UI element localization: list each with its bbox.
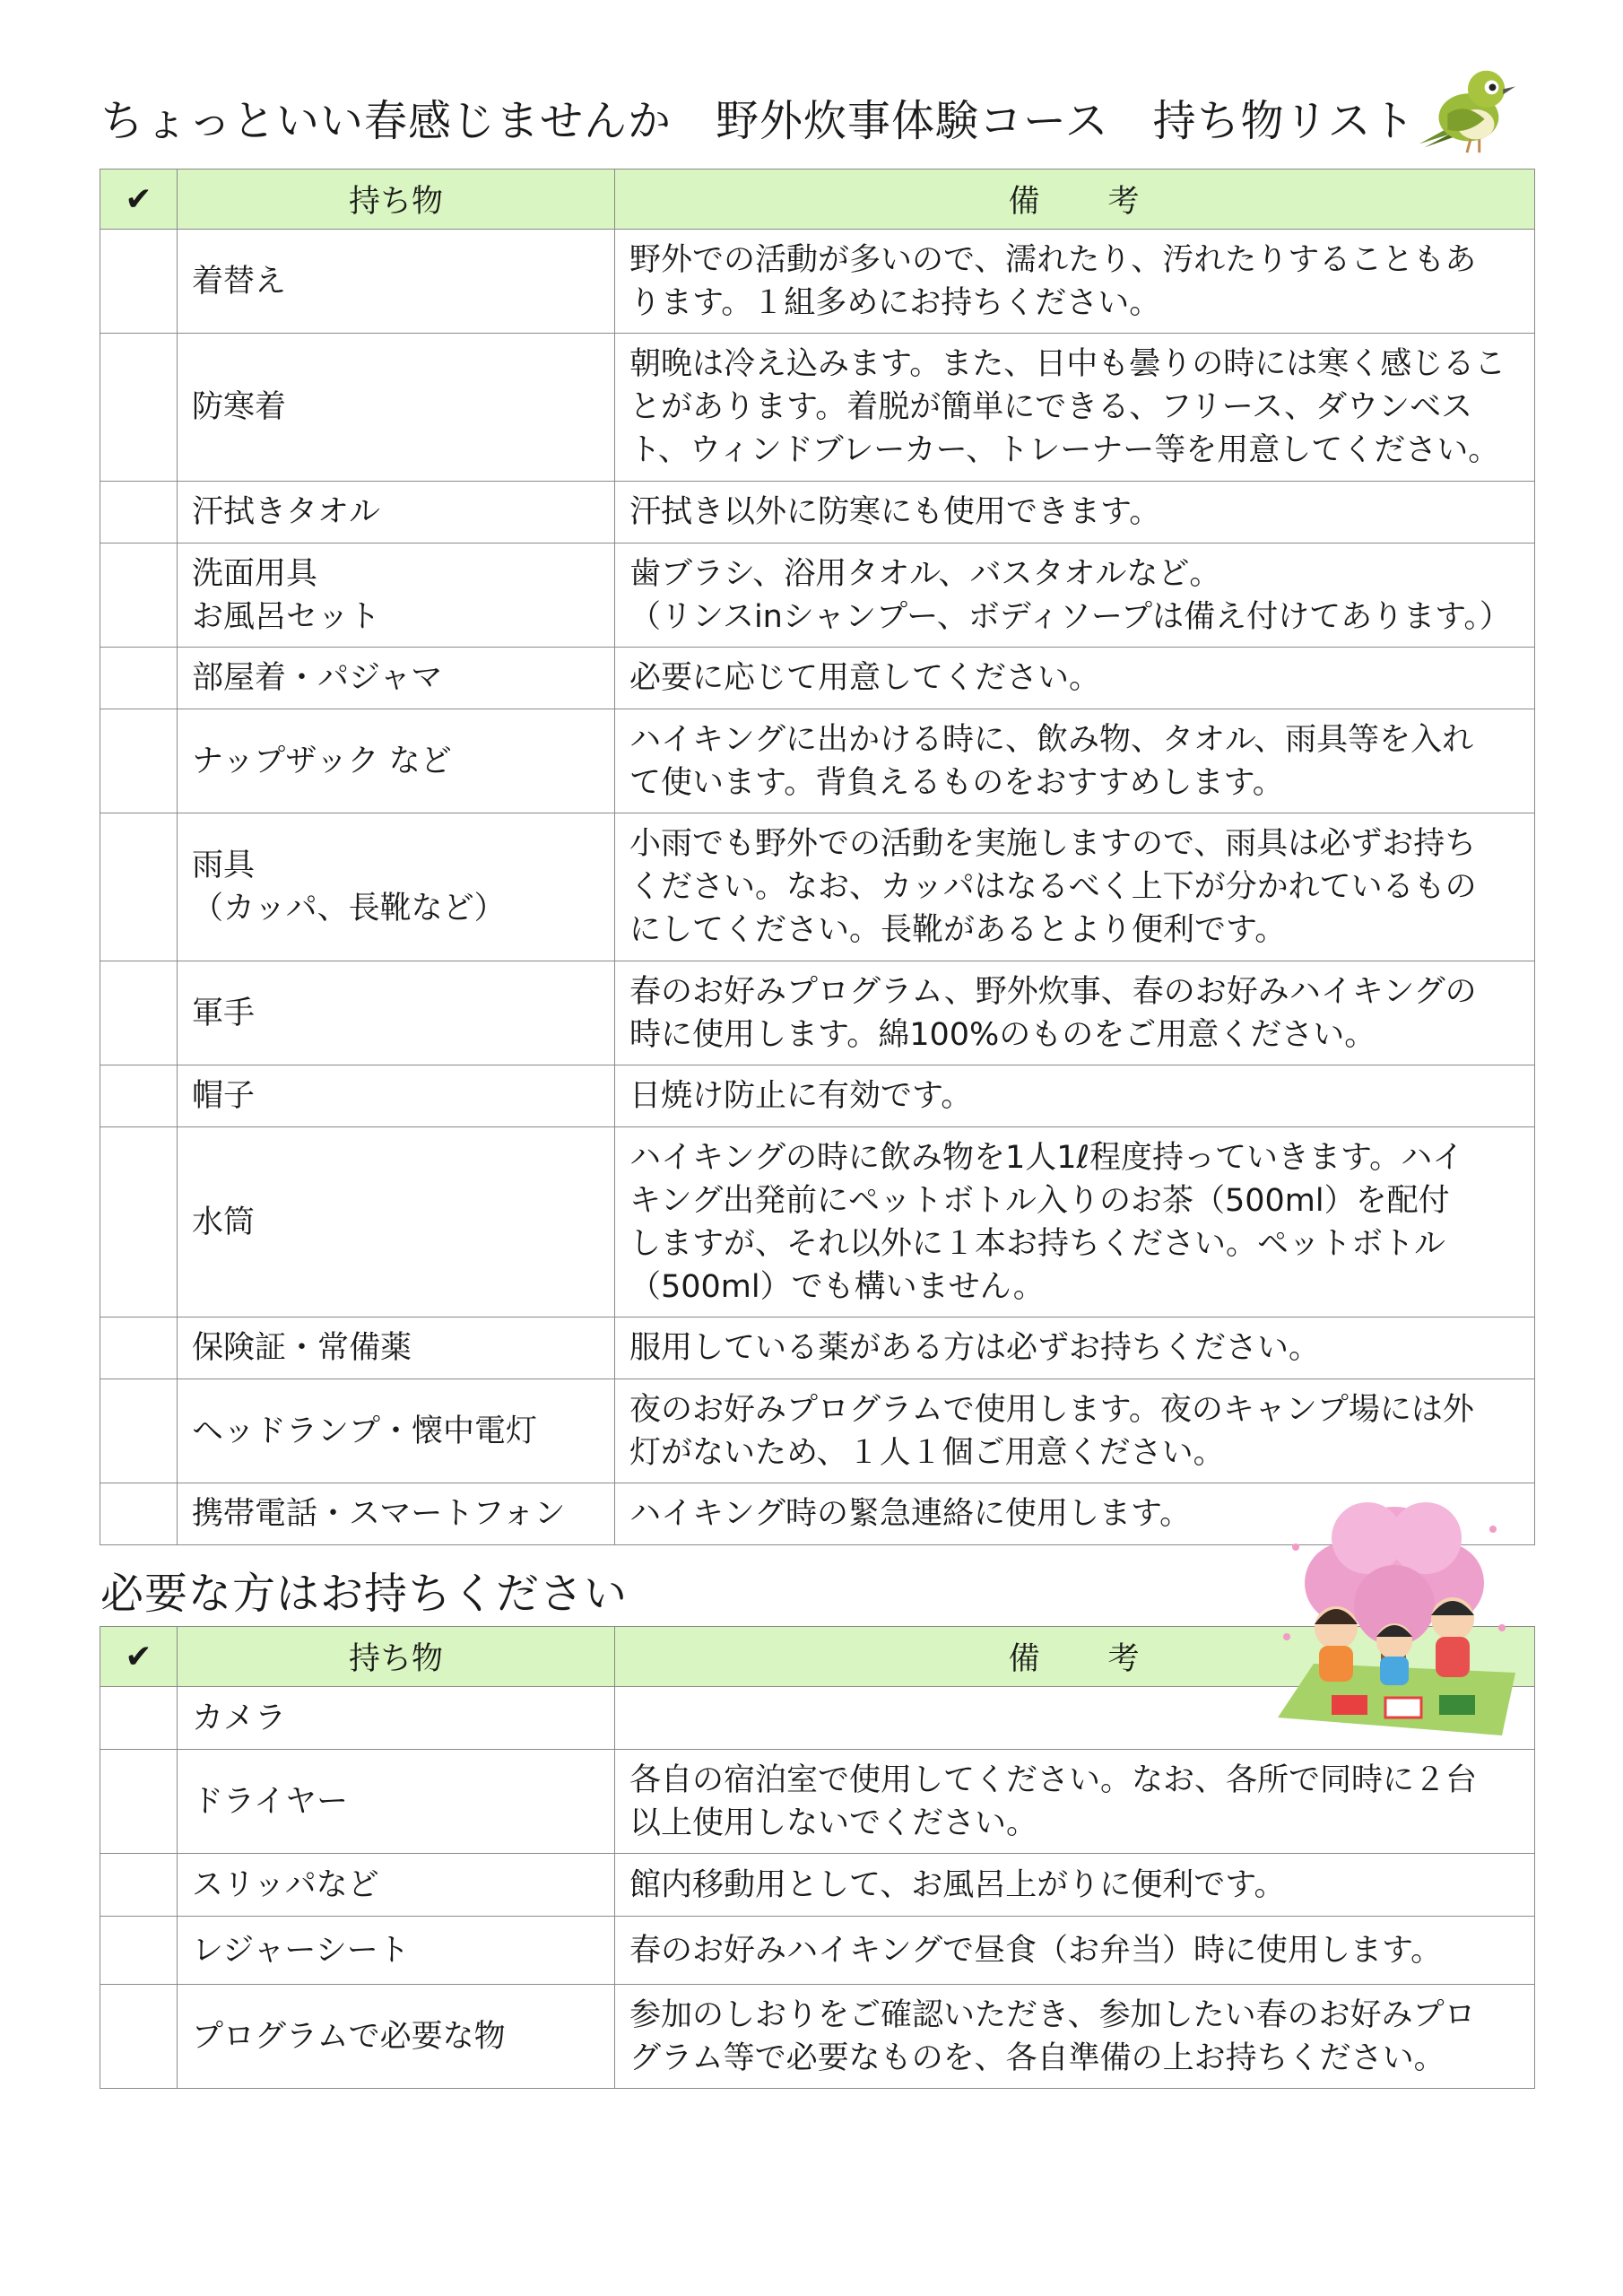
table-row — [100, 1750, 1535, 1854]
checkbox-cell[interactable] — [100, 482, 178, 544]
checkbox-cell[interactable] — [100, 1854, 178, 1917]
note-column-header: 備 考 — [615, 170, 1535, 230]
item-cell: 軍手 — [178, 961, 615, 1065]
page-title: ちょっといい春感じませんか 野外炊事体験コース 持ち物リスト — [100, 96, 1416, 146]
item-cell: ナップザック など — [178, 709, 615, 813]
table-row — [100, 1127, 1535, 1318]
note-cell: 参加のしおりをご確認いただき、参加したい春のお好みプロ グラム等で必要なものを、各自準備の上お持ちください。 — [615, 1985, 1535, 2089]
checkbox-cell[interactable] — [100, 544, 178, 648]
item-cell: 帽子 — [178, 1065, 615, 1127]
checkbox-cell[interactable] — [100, 334, 178, 482]
note-cell: 館内移動用として、お風呂上がりに便利です。 — [615, 1854, 1535, 1917]
note-cell: 野外での活動が多いので、濡れたり、汚れたりすることもあ ります。１組多めにお持ちください。 — [615, 230, 1535, 334]
checkbox-cell[interactable] — [100, 1985, 178, 2089]
table-row — [100, 813, 1535, 961]
note-cell: 必要に応じて用意してください。 — [615, 648, 1535, 709]
bird-illustration — [1412, 56, 1518, 161]
table-row — [100, 1318, 1535, 1379]
checkbox-cell[interactable] — [100, 1917, 178, 1985]
checkbox-cell[interactable] — [100, 709, 178, 813]
item-cell: 防寒着 — [178, 334, 615, 482]
table-row — [100, 230, 1535, 334]
table-row — [100, 1985, 1535, 2089]
table-header-row — [100, 170, 1535, 230]
picnic-illustration — [1260, 1493, 1529, 1753]
note-cell: 汗拭き以外に防寒にも使用できます。 — [615, 482, 1535, 544]
checkbox-cell[interactable] — [100, 1750, 178, 1854]
note-cell: ハイキング時の緊急連絡に使用します。 — [615, 1483, 1535, 1545]
note-cell: ハイキングに出かける時に、飲み物、タオル、雨具等を入れ て使います。背負えるものをおすすめします。 — [615, 709, 1535, 813]
item-cell: 着替え — [178, 230, 615, 334]
checkbox-cell[interactable] — [100, 230, 178, 334]
required-items-table — [100, 169, 1535, 1545]
check-column-header: ✔ — [100, 170, 178, 230]
item-cell: スリッパなど — [178, 1854, 615, 1917]
item-cell: レジャーシート — [178, 1917, 615, 1985]
item-cell: プログラムで必要な物 — [178, 1985, 615, 2089]
note-cell: 春のお好みプログラム、野外炊事、春のお好みハイキングの 時に使用します。綿100%のものをご用意ください。 — [615, 961, 1535, 1065]
note-cell: 小雨でも野外での活動を実施しますので、雨具は必ずお持ち ください。なお、カッパはなるべく上下が分かれているもの にしてください。長靴があるとより便利です。 — [615, 813, 1535, 961]
note-cell: 日焼け防止に有効です。 — [615, 1065, 1535, 1127]
check-column-header: ✔ — [100, 1627, 178, 1687]
table-row — [100, 334, 1535, 482]
note-column-header: 備 考 — [615, 1627, 1535, 1687]
item-cell: 汗拭きタオル — [178, 482, 615, 544]
checkbox-cell[interactable] — [100, 1065, 178, 1127]
table-row — [100, 709, 1535, 813]
table-row — [100, 1854, 1535, 1917]
note-cell: 夜のお好みプログラムで使用します。夜のキャンプ場には外 灯がないため、１人１個ご用意ください。 — [615, 1379, 1535, 1483]
table-row — [100, 482, 1535, 544]
item-cell: 部屋着・パジャマ — [178, 648, 615, 709]
checkbox-cell[interactable] — [100, 1127, 178, 1318]
table-row — [100, 1917, 1535, 1985]
item-column-header: 持ち物 — [178, 170, 615, 230]
table-row — [100, 1065, 1535, 1127]
table-row — [100, 1379, 1535, 1483]
item-cell: 水筒 — [178, 1127, 615, 1318]
checkbox-cell[interactable] — [100, 648, 178, 709]
item-cell: 保険証・常備薬 — [178, 1318, 615, 1379]
item-column-header: 持ち物 — [178, 1627, 615, 1687]
checkbox-cell[interactable] — [100, 1483, 178, 1545]
table-row — [100, 648, 1535, 709]
note-cell: ハイキングの時に飲み物を1人1ℓ程度持っていきます。ハイ キング出発前にペットボトル入りのお茶（500ml）を配付 しますが、それ以外に１本お持ちください。ペットボトル （500ml）でも構いません。 — [615, 1127, 1535, 1318]
item-cell: ヘッドランプ・懐中電灯 — [178, 1379, 615, 1483]
note-cell: 歯ブラシ、浴用タオル、バスタオルなど。 （リンスinシャンプー、ボディソープは備え付けてあります。） — [615, 544, 1535, 648]
item-cell: 携帯電話・スマートフォン — [178, 1483, 615, 1545]
optional-section-title: 必要な方はお持ちください — [100, 1569, 629, 1619]
note-cell: 春のお好みハイキングで昼食（お弁当）時に使用します。 — [615, 1917, 1535, 1985]
note-cell: 朝晩は冷え込みます。また、日中も曇りの時には寒く感じるこ とがあります。着脱が簡単にできる、フリース、ダウンベス ト、ウィンドブレーカー、トレーナー等を用意してください。 — [615, 334, 1535, 482]
checkbox-cell[interactable] — [100, 961, 178, 1065]
item-cell: 雨具 （カッパ、長靴など） — [178, 813, 615, 961]
checkbox-cell[interactable] — [100, 1687, 178, 1750]
checkbox-cell[interactable] — [100, 1379, 178, 1483]
item-cell: ドライヤー — [178, 1750, 615, 1854]
item-cell: カメラ — [178, 1687, 615, 1750]
note-cell: 服用している薬がある方は必ずお持ちください。 — [615, 1318, 1535, 1379]
checkbox-cell[interactable] — [100, 1318, 178, 1379]
table-row — [100, 544, 1535, 648]
checkbox-cell[interactable] — [100, 813, 178, 961]
note-cell: 各自の宿泊室で使用してください。なお、各所で同時に２台 以上使用しないでください。 — [615, 1750, 1535, 1854]
table-row — [100, 961, 1535, 1065]
item-cell: 洗面用具 お風呂セット — [178, 544, 615, 648]
